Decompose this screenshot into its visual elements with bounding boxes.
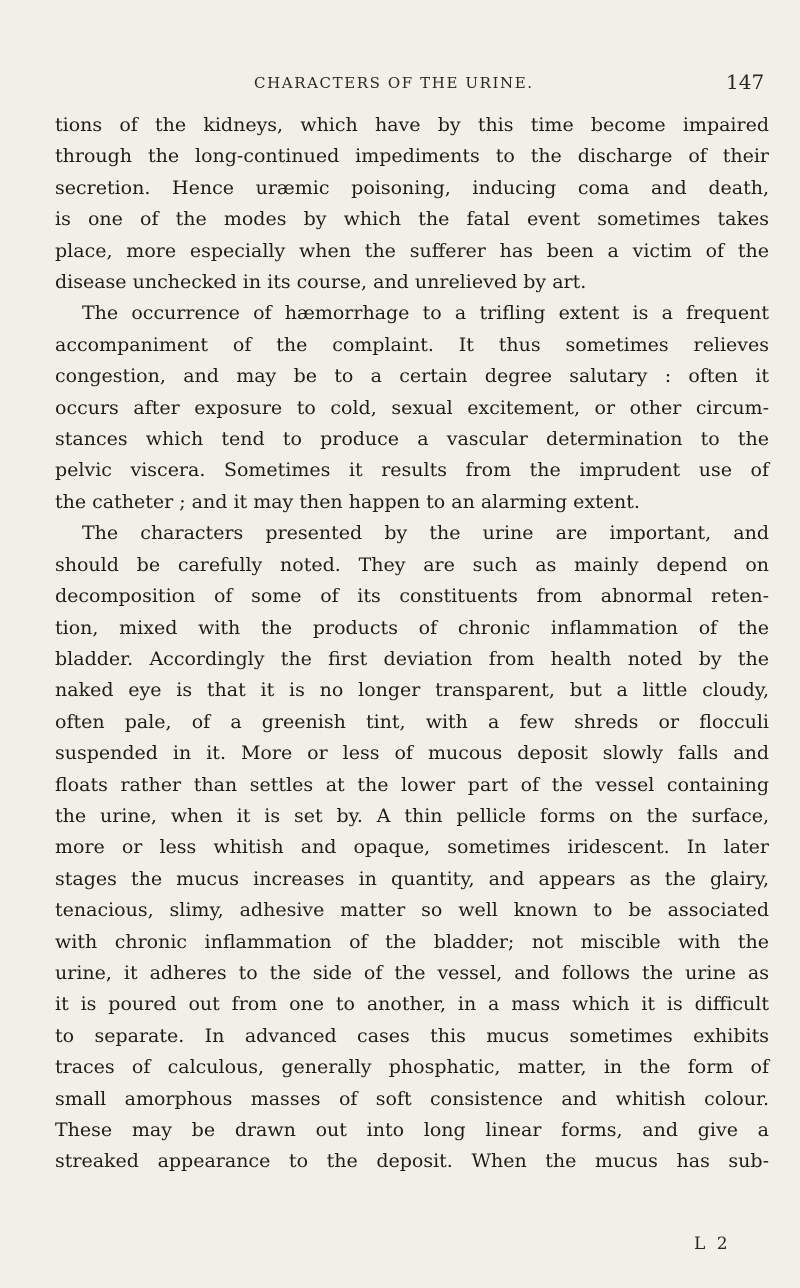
signature-mark: L 2	[694, 1234, 731, 1254]
text-line: more or less whitish and opaque, sometimes iridescent. In later	[55, 836, 769, 859]
text-line: to separate. In advanced cases this mucus sometimes exhibits	[55, 1024, 769, 1047]
running-head: CHARACTERS OF THE URINE.	[254, 74, 534, 92]
text-line: it is poured out from one to another, in a mass which it is difficult	[55, 993, 769, 1016]
page-number: 147	[726, 70, 765, 94]
text-line: disease unchecked in its course, and unrelieved by art.	[55, 271, 587, 294]
text-line: tions of the kidneys, which have by this time become impaired	[55, 114, 769, 136]
text-line: small amorphous masses of soft consistence and whitish colour.	[55, 1087, 769, 1110]
text-line: secretion. Hence uræmic poisoning, inducing coma and death,	[55, 176, 769, 199]
text-line: stances which tend to produce a vascular determination to the	[55, 428, 769, 451]
text-line: decomposition of some of its constituents from abnormal reten-	[55, 585, 769, 608]
text-line: suspended in it. More or less of mucous deposit slowly falls and	[55, 742, 769, 765]
text-line: through the long-continued impediments to the discharge of their	[55, 145, 769, 168]
text-line: stages the mucus increases in quantity, and appears as the glairy,	[55, 867, 769, 890]
text-line: streaked appearance to the deposit. When the mucus has sub-	[55, 1150, 769, 1173]
text-line: is one of the modes by which the fatal event sometimes takes	[55, 208, 769, 231]
text-line: The occurrence of hæmorrhage to a trifling extent is a frequent	[82, 302, 769, 325]
text-line: should be carefully noted. They are such as mainly depend on	[55, 553, 769, 576]
text-line: often pale, of a greenish tint, with a few shreds or flocculi	[55, 710, 769, 733]
text-line: floats rather than settles at the lower part of the vessel containing	[55, 773, 769, 796]
body-text	[55, 110, 769, 1178]
text-line: congestion, and may be to a certain degree salutary : often it	[55, 365, 769, 388]
text-line: tion, mixed with the products of chronic inflammation of the	[55, 616, 769, 639]
text-line: The characters presented by the urine are important, and	[82, 522, 769, 545]
text-line: naked eye is that it is no longer transparent, but a little cloudy,	[55, 679, 769, 702]
text-line: occurs after exposure to cold, sexual excitement, or other circum-	[55, 396, 769, 419]
text-line: the urine, when it is set by. A thin pellicle forms on the surface,	[55, 804, 769, 827]
text-line: urine, it adheres to the side of the vessel, and follows the urine as	[55, 961, 769, 984]
text-line: traces of calculous, generally phosphatic, matter, in the form of	[55, 1056, 769, 1079]
text-line: accompaniment of the complaint. It thus sometimes relieves	[55, 333, 769, 356]
text-line: with chronic inflammation of the bladder; not miscible with the	[55, 930, 769, 953]
text-line: pelvic viscera. Sometimes it results from the imprudent use of	[55, 459, 769, 482]
text-line: These may be drawn out into long linear forms, and give a	[55, 1119, 769, 1141]
text-line: tenacious, slimy, adhesive matter so well known to be associated	[55, 899, 769, 922]
text-line: the catheter ; and it may then happen to an alarming extent.	[55, 490, 640, 513]
text-line: bladder. Accordingly the first deviation from health noted by the	[55, 647, 769, 670]
text-line: place, more especially when the sufferer has been a victim of the	[55, 239, 769, 262]
